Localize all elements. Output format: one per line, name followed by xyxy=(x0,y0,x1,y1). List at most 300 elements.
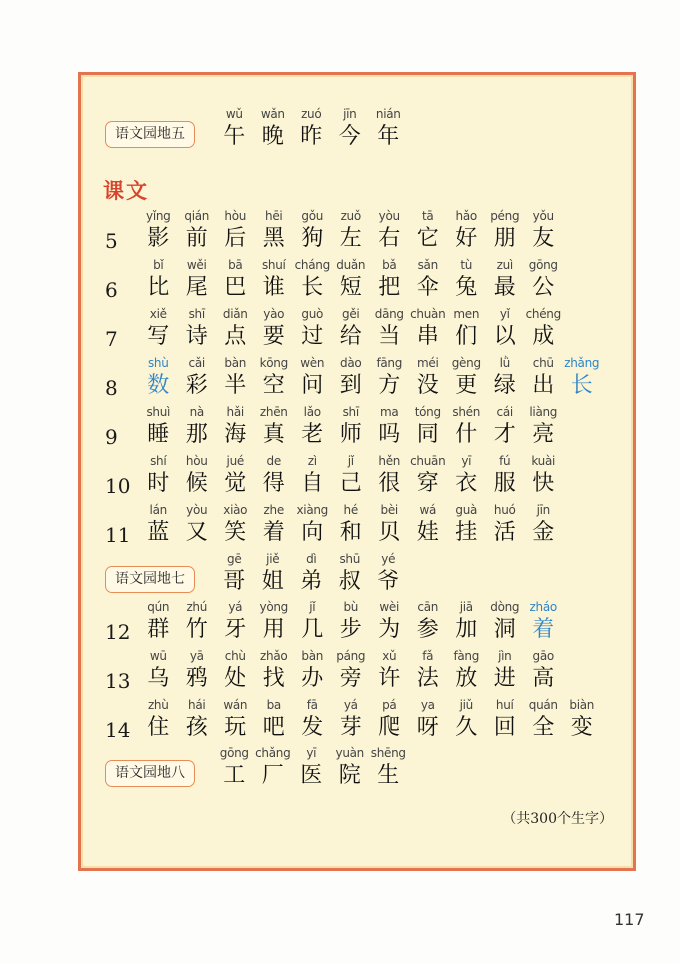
hanzi: 活 xyxy=(493,520,516,545)
pinyin: zuǒ xyxy=(340,209,361,223)
pinyin: fàng xyxy=(453,649,480,663)
hanzi: 点 xyxy=(224,324,247,349)
pinyin: yī xyxy=(461,454,472,468)
character-list xyxy=(139,454,563,498)
hanzi: 左 xyxy=(339,226,362,251)
hanzi: 比 xyxy=(147,275,170,300)
character-cell xyxy=(369,107,408,151)
character-cell xyxy=(178,698,217,742)
lesson-number: 11 xyxy=(105,523,131,547)
character-cell xyxy=(216,454,255,498)
character-cell xyxy=(292,552,331,596)
character-cell xyxy=(370,698,409,742)
character-cell xyxy=(139,209,178,253)
hanzi: 年 xyxy=(377,124,400,149)
character-cell xyxy=(331,746,370,790)
character-list xyxy=(215,746,408,790)
pinyin: shū xyxy=(339,552,361,566)
character-cell xyxy=(139,405,178,449)
character-cell xyxy=(255,405,294,449)
character-cell xyxy=(332,503,371,547)
character-cell xyxy=(447,503,486,547)
lesson-number: 10 xyxy=(105,474,131,498)
lesson-row xyxy=(81,307,633,353)
pinyin: cháng xyxy=(294,258,330,272)
pinyin: zuì xyxy=(496,258,513,272)
pinyin: chuàn xyxy=(410,307,446,321)
hanzi: 当 xyxy=(378,324,401,349)
character-cell xyxy=(216,698,255,742)
hanzi: 着 xyxy=(262,520,285,545)
character-cell xyxy=(447,209,486,253)
pinyin: bàn xyxy=(224,356,247,370)
character-list xyxy=(215,552,408,596)
hanzi: 以 xyxy=(493,324,516,349)
pinyin: hé xyxy=(343,503,358,517)
hanzi: 海 xyxy=(224,422,247,447)
pinyin: zhú xyxy=(186,600,208,614)
character-cell-polyphone xyxy=(563,356,602,400)
hanzi: 到 xyxy=(339,373,362,398)
pinyin: zhēn xyxy=(259,405,288,419)
character-cell xyxy=(447,356,486,400)
character-cell xyxy=(524,307,563,351)
character-cell xyxy=(370,600,409,644)
hanzi: 吧 xyxy=(262,715,285,740)
hanzi: 今 xyxy=(338,124,361,149)
pinyin: bā xyxy=(228,258,243,272)
character-cell xyxy=(486,649,525,693)
character-cell xyxy=(255,503,294,547)
pinyin: ba xyxy=(266,698,281,712)
character-cell xyxy=(370,649,409,693)
hanzi: 兔 xyxy=(455,275,478,300)
hanzi: 狗 xyxy=(301,226,324,251)
pinyin: shēng xyxy=(370,746,406,760)
pinyin: zhǎng xyxy=(564,356,600,370)
pinyin: tù xyxy=(460,258,473,272)
hanzi: 觉 xyxy=(224,471,247,496)
pinyin: dì xyxy=(306,552,317,566)
character-cell xyxy=(255,649,294,693)
pinyin: hǎi xyxy=(226,405,244,419)
character-cell xyxy=(331,107,370,151)
pinyin: huí xyxy=(495,698,514,712)
hanzi: 弟 xyxy=(300,569,323,594)
character-cell xyxy=(409,405,448,449)
pinyin: ma xyxy=(380,405,399,419)
pinyin: shī xyxy=(342,405,359,419)
hanzi: 高 xyxy=(532,666,555,691)
hanzi: 给 xyxy=(339,324,362,349)
hanzi: 后 xyxy=(224,226,247,251)
hanzi: 玩 xyxy=(224,715,247,740)
hanzi: 进 xyxy=(493,666,516,691)
hanzi: 谁 xyxy=(262,275,285,300)
pinyin: shuí xyxy=(261,258,286,272)
hanzi: 时 xyxy=(147,471,170,496)
pinyin: hòu xyxy=(224,209,247,223)
pinyin: yá xyxy=(228,600,243,614)
character-cell xyxy=(332,307,371,351)
pinyin: hái xyxy=(188,698,206,712)
character-cell xyxy=(139,649,178,693)
pinyin: jīn xyxy=(536,503,550,517)
character-cell xyxy=(178,649,217,693)
hanzi: 叔 xyxy=(338,569,361,594)
hanzi: 办 xyxy=(301,666,324,691)
hanzi: 才 xyxy=(493,422,516,447)
hanzi: 伞 xyxy=(416,275,439,300)
pinyin: jué xyxy=(226,454,244,468)
hanzi: 发 xyxy=(301,715,324,740)
hanzi: 得 xyxy=(262,471,285,496)
hanzi: 己 xyxy=(339,471,362,496)
hanzi: 诗 xyxy=(185,324,208,349)
character-cell xyxy=(292,746,331,790)
pinyin: biàn xyxy=(569,698,595,712)
section-row xyxy=(81,552,633,598)
character-cell xyxy=(255,307,294,351)
page-number: 117 xyxy=(614,910,645,929)
hanzi: 最 xyxy=(493,275,516,300)
hanzi: 和 xyxy=(339,520,362,545)
character-cell xyxy=(370,405,409,449)
character-cell xyxy=(178,600,217,644)
pinyin: yǒu xyxy=(532,209,554,223)
character-cell xyxy=(332,698,371,742)
character-cell xyxy=(255,698,294,742)
pinyin: chuān xyxy=(410,454,446,468)
hanzi: 串 xyxy=(416,324,439,349)
pinyin: yuàn xyxy=(335,746,364,760)
hanzi: 找 xyxy=(262,666,285,691)
character-cell xyxy=(409,209,448,253)
hanzi: 睡 xyxy=(147,422,170,447)
character-cell xyxy=(332,356,371,400)
character-cell xyxy=(178,209,217,253)
character-cell xyxy=(178,405,217,449)
pinyin: jiě xyxy=(266,552,280,566)
hanzi: 候 xyxy=(185,471,208,496)
character-cell xyxy=(524,503,563,547)
hanzi: 蓝 xyxy=(147,520,170,545)
character-cell xyxy=(486,209,525,253)
pinyin: xǔ xyxy=(382,649,397,663)
hanzi: 把 xyxy=(378,275,401,300)
hanzi: 衣 xyxy=(455,471,478,496)
lesson-row xyxy=(81,356,633,402)
section-title: 课文 xyxy=(103,178,149,203)
character-list xyxy=(139,307,563,351)
lesson-row xyxy=(81,503,633,549)
pinyin: diǎn xyxy=(222,307,248,321)
pinyin: yé xyxy=(381,552,396,566)
pinyin: lán xyxy=(149,503,167,517)
character-cell xyxy=(370,454,409,498)
pinyin: méi xyxy=(416,356,439,370)
character-cell xyxy=(254,107,293,151)
character-cell xyxy=(216,258,255,302)
character-cell xyxy=(447,454,486,498)
pinyin: shén xyxy=(452,405,481,419)
pinyin: wǔ xyxy=(225,107,243,121)
hanzi: 挂 xyxy=(455,520,478,545)
character-cell xyxy=(255,209,294,253)
character-cell xyxy=(332,600,371,644)
character-cell xyxy=(370,503,409,547)
lesson-number: 7 xyxy=(105,327,118,351)
pinyin: wèn xyxy=(300,356,325,370)
pinyin: zhǎo xyxy=(260,649,288,663)
character-cell xyxy=(216,307,255,351)
pinyin: gē xyxy=(227,552,242,566)
pinyin: dāng xyxy=(374,307,404,321)
character-cell xyxy=(563,698,602,742)
hanzi: 影 xyxy=(147,226,170,251)
pinyin: guà xyxy=(455,503,478,517)
character-cell xyxy=(255,454,294,498)
hanzi: 过 xyxy=(301,324,324,349)
hanzi: 为 xyxy=(378,617,401,642)
hanzi: 出 xyxy=(532,373,555,398)
hanzi: 孩 xyxy=(185,715,208,740)
character-cell xyxy=(332,649,371,693)
pinyin: yā xyxy=(189,649,204,663)
character-cell xyxy=(139,258,178,302)
pinyin: wǎn xyxy=(260,107,285,121)
hanzi: 鸦 xyxy=(185,666,208,691)
hanzi: 写 xyxy=(147,324,170,349)
hanzi: 它 xyxy=(416,226,439,251)
character-cell xyxy=(332,454,371,498)
pinyin: bàn xyxy=(301,649,324,663)
character-cell xyxy=(409,649,448,693)
hanzi: 竹 xyxy=(185,617,208,642)
hanzi: 变 xyxy=(570,715,593,740)
pinyin: dòng xyxy=(490,600,520,614)
character-cell xyxy=(215,552,254,596)
hanzi: 贝 xyxy=(378,520,401,545)
character-cell xyxy=(139,503,178,547)
pinyin: ya xyxy=(420,698,435,712)
pinyin: cái xyxy=(496,405,513,419)
pinyin: nián xyxy=(375,107,401,121)
character-cell xyxy=(447,649,486,693)
section-badge: 语文园地七 xyxy=(105,566,195,593)
pinyin: bǐ xyxy=(153,258,164,272)
character-cell xyxy=(486,503,525,547)
pinyin: sǎn xyxy=(417,258,438,272)
character-cell xyxy=(447,698,486,742)
lesson-number: 13 xyxy=(105,669,131,693)
hanzi: 们 xyxy=(455,324,478,349)
pinyin: péng xyxy=(490,209,520,223)
pinyin: fú xyxy=(499,454,511,468)
hanzi: 许 xyxy=(378,666,401,691)
character-cell xyxy=(216,209,255,253)
character-cell xyxy=(409,307,448,351)
character-cell xyxy=(370,209,409,253)
hanzi: 黑 xyxy=(262,226,285,251)
pinyin: yǐ xyxy=(499,307,510,321)
hanzi: 公 xyxy=(532,275,555,300)
pinyin: quán xyxy=(528,698,558,712)
hanzi: 彩 xyxy=(185,373,208,398)
pinyin: gōng xyxy=(219,746,249,760)
hanzi: 要 xyxy=(262,324,285,349)
character-cell xyxy=(293,356,332,400)
total-character-note: （共300个生字） xyxy=(502,811,613,827)
character-cell xyxy=(409,503,448,547)
hanzi: 尾 xyxy=(185,275,208,300)
pinyin: shù xyxy=(147,356,169,370)
hanzi: 参 xyxy=(416,617,439,642)
lesson-number: 12 xyxy=(105,620,131,644)
pinyin: kuài xyxy=(531,454,556,468)
pinyin: hēi xyxy=(265,209,283,223)
lesson-row xyxy=(81,405,633,451)
pinyin: bù xyxy=(343,600,359,614)
hanzi: 又 xyxy=(185,520,208,545)
pinyin: zhe xyxy=(263,503,284,517)
pinyin: jǐ xyxy=(309,600,316,614)
hanzi: 笑 xyxy=(224,520,247,545)
pinyin: shuì xyxy=(146,405,171,419)
character-cell-polyphone xyxy=(139,356,178,400)
character-list xyxy=(139,405,563,449)
hanzi: 长 xyxy=(301,275,324,300)
hanzi: 什 xyxy=(455,422,478,447)
pinyin: xiào xyxy=(223,503,248,517)
character-cell xyxy=(370,307,409,351)
pinyin: yòu xyxy=(186,503,208,517)
pinyin: wá xyxy=(419,503,437,517)
pinyin: zháo xyxy=(529,600,557,614)
character-cell xyxy=(447,600,486,644)
pinyin: páng xyxy=(336,649,366,663)
character-cell xyxy=(447,258,486,302)
character-cell xyxy=(293,258,332,302)
character-cell xyxy=(255,258,294,302)
hanzi: 午 xyxy=(223,124,246,149)
hanzi: 牙 xyxy=(224,617,247,642)
lesson-number: 6 xyxy=(105,278,118,302)
section-row xyxy=(81,107,633,153)
hanzi: 同 xyxy=(416,422,439,447)
pinyin: gāo xyxy=(532,649,554,663)
pinyin: yòu xyxy=(378,209,400,223)
pinyin: wèi xyxy=(379,600,400,614)
pinyin: xiàng xyxy=(296,503,328,517)
character-cell xyxy=(409,258,448,302)
character-list xyxy=(215,107,408,151)
character-cell xyxy=(332,405,371,449)
hanzi: 很 xyxy=(378,471,401,496)
character-cell xyxy=(216,503,255,547)
character-cell xyxy=(486,405,525,449)
hanzi: 成 xyxy=(532,324,555,349)
character-list xyxy=(139,258,563,302)
hanzi: 好 xyxy=(455,226,478,251)
hanzi: 哥 xyxy=(223,569,246,594)
hanzi: 绿 xyxy=(493,373,516,398)
hanzi: 爷 xyxy=(377,569,400,594)
character-cell xyxy=(524,649,563,693)
character-cell xyxy=(255,600,294,644)
character-list xyxy=(139,600,563,644)
lesson-number: 14 xyxy=(105,718,131,742)
character-cell xyxy=(293,209,332,253)
lesson-row xyxy=(81,209,633,255)
character-list xyxy=(139,356,601,400)
pinyin: yào xyxy=(263,307,285,321)
hanzi: 着 xyxy=(532,617,555,642)
character-cell xyxy=(293,503,332,547)
character-cell xyxy=(216,405,255,449)
pinyin: bèi xyxy=(380,503,398,517)
character-cell xyxy=(486,698,525,742)
pinyin: jǐ xyxy=(347,454,354,468)
hanzi: 穿 xyxy=(416,471,439,496)
pinyin: fā xyxy=(306,698,318,712)
pinyin: pá xyxy=(382,698,397,712)
character-list xyxy=(139,649,563,693)
pinyin: de xyxy=(266,454,281,468)
hanzi: 金 xyxy=(532,520,555,545)
hanzi: 短 xyxy=(339,275,362,300)
pinyin: liàng xyxy=(529,405,558,419)
hanzi: 吗 xyxy=(378,422,401,447)
pinyin: fāng xyxy=(376,356,403,370)
lesson-row xyxy=(81,258,633,304)
hanzi: 洞 xyxy=(493,617,516,642)
character-cell xyxy=(369,552,408,596)
pinyin: nà xyxy=(189,405,204,419)
character-cell xyxy=(293,600,332,644)
character-cell xyxy=(409,356,448,400)
pinyin: yá xyxy=(343,698,358,712)
pinyin: gěi xyxy=(342,307,360,321)
hanzi: 没 xyxy=(416,373,439,398)
hanzi: 空 xyxy=(262,373,285,398)
pinyin: yǐng xyxy=(146,209,171,223)
hanzi: 法 xyxy=(416,666,439,691)
pinyin: huó xyxy=(493,503,516,517)
pinyin: chū xyxy=(532,356,554,370)
pinyin: gǒu xyxy=(301,209,324,223)
character-list xyxy=(139,503,563,547)
pinyin: cān xyxy=(417,600,439,614)
hanzi: 姐 xyxy=(261,569,284,594)
pinyin: zhù xyxy=(147,698,169,712)
lesson-row xyxy=(81,454,633,500)
pinyin: kōng xyxy=(259,356,288,370)
hanzi: 半 xyxy=(224,373,247,398)
character-cell xyxy=(486,356,525,400)
character-cell xyxy=(409,454,448,498)
pinyin: wěi xyxy=(186,258,207,272)
hanzi: 师 xyxy=(339,422,362,447)
pinyin: dào xyxy=(340,356,362,370)
hanzi: 巴 xyxy=(224,275,247,300)
hanzi: 晚 xyxy=(261,124,284,149)
character-cell xyxy=(293,405,332,449)
lesson-number: 8 xyxy=(105,376,118,400)
pinyin: jīn xyxy=(343,107,357,121)
pinyin: gèng xyxy=(451,356,481,370)
character-cell xyxy=(215,746,254,790)
